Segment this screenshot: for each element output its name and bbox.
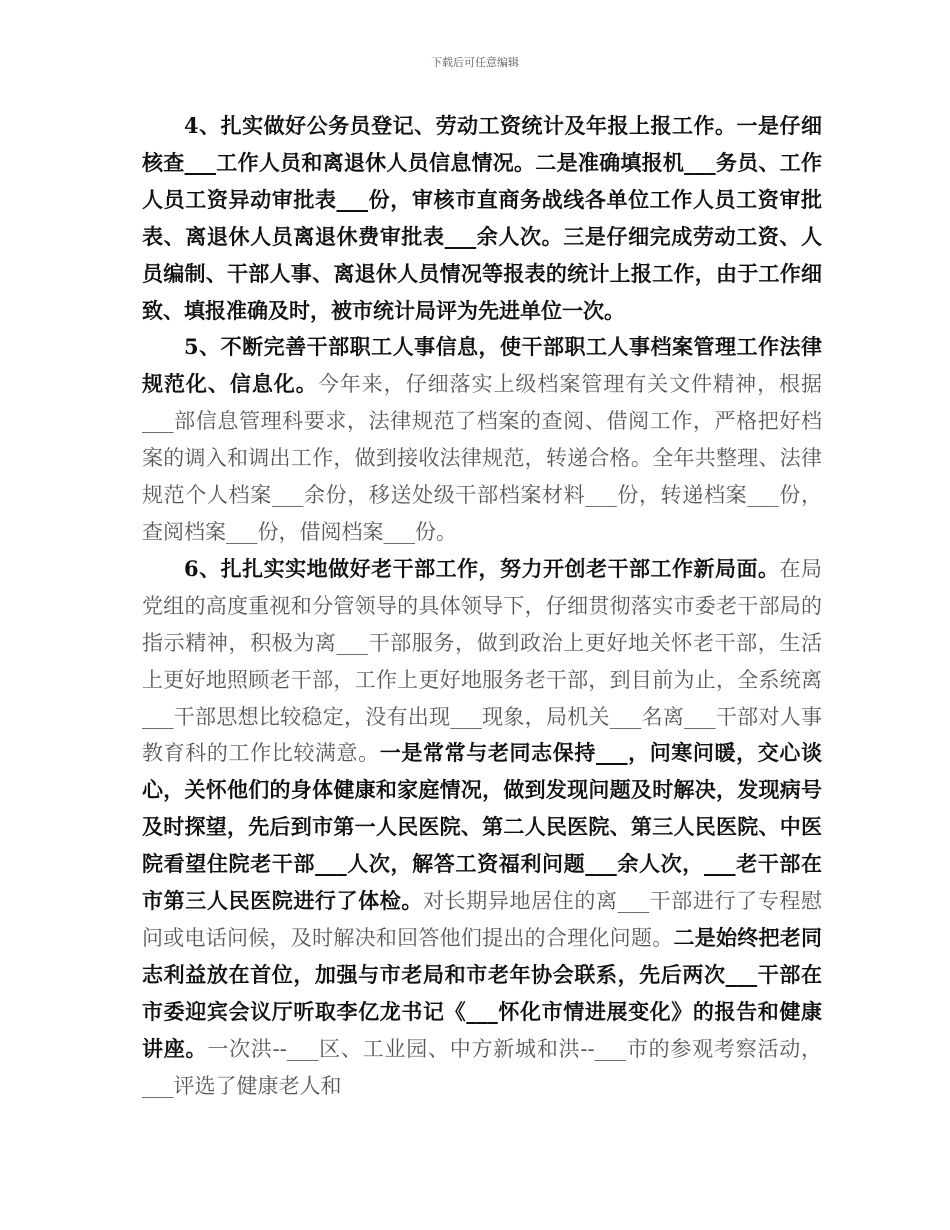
paragraph-5-body: 今年来，仔细落实上级档案管理有关文件精神，根据___部信息管理科要求，法律规范了档案的查阅、借阅工作，严格把好档案的调入和调出工作，做到接收法律规范，转递合格。全年共整理、法律规范个人档案___余份，移送处级干部档案材料___份，转递档案___份，查阅档案___份，借阅档案___份。 [142, 372, 822, 544]
paragraph-5 [142, 329, 822, 550]
paragraph-6-body-2: 对长期异地居住的离___干部进行了专程慰问或电话问候，及时解决和回答他们提出的合理化问题。 [142, 889, 822, 950]
paragraph-6-heading: 6、扎扎实实地做好老干部工作，努力开创老干部工作新局面。 [184, 555, 780, 581]
paragraph-4 [142, 108, 822, 329]
document-body [142, 108, 822, 1104]
paragraph-6-point-2: 二是始终把老同志利益放在首位，加强与市老局和市老年协会联系，先后两次___干部在市委迎宾会议厅听取李亿龙书记《___怀化市情进展变化》的报告和健康讲座。 [142, 924, 823, 1061]
page-header: 下载后可任意编辑 [431, 56, 519, 69]
paragraph-6-point-1: 一是常常与老同志保持___，问寒问暖，交心谈心，关怀他们的身体健康和家庭情况，做到发现问题及时解决，发现病号及时探望，先后到市第一人民医院、第二人民医院、第三人民医院、中医院看望住院老干部___人次，解答工资福利问题___余人次，___老干部在市第三人民医院进行了体检。 [142, 740, 823, 914]
paragraph-6 [142, 551, 822, 1105]
paragraph-5-heading: 5、不断完善干部职工人事信息，使干部职工人事档案管理工作法律规范化、信息化。 [142, 334, 822, 397]
paragraph-6-body-1: 在局党组的高度重视和分管领导的具体领导下，仔细贯彻落实市委老干部局的指示精神，积极为离___干部服务，做到政治上更好地关怀老干部，生活上更好地照顾老干部，工作上更好地服务老干部，到目前为止，全系统离___干部思想比较稳定，没有出现___现象，局机关___名离___干部对人事教育科的工作比较满意。 [142, 556, 823, 766]
paragraph-4-bold-text: 4、扎实做好公务员登记、劳动工资统计及年报上报工作。一是仔细核查___工作人员和离退休人员信息情况。二是准确填报机___务员、工作人员工资异动审批表___份，审核市直商务战线各单位工作人员工资审批表、离退休人员离退休费审批表___余人次。三是仔细完成劳动工资、人员编制、干部人事、离退休人员情况等报表的统计上报工作，由于工作细致、填报准确及时，被市统计局评为先进单位一次。 [142, 113, 822, 323]
paragraph-6-body-3: 一次洪--___区、工业园、中方新城和洪--___市的参观考察活动，___评选了健康老人和 [142, 1036, 823, 1098]
